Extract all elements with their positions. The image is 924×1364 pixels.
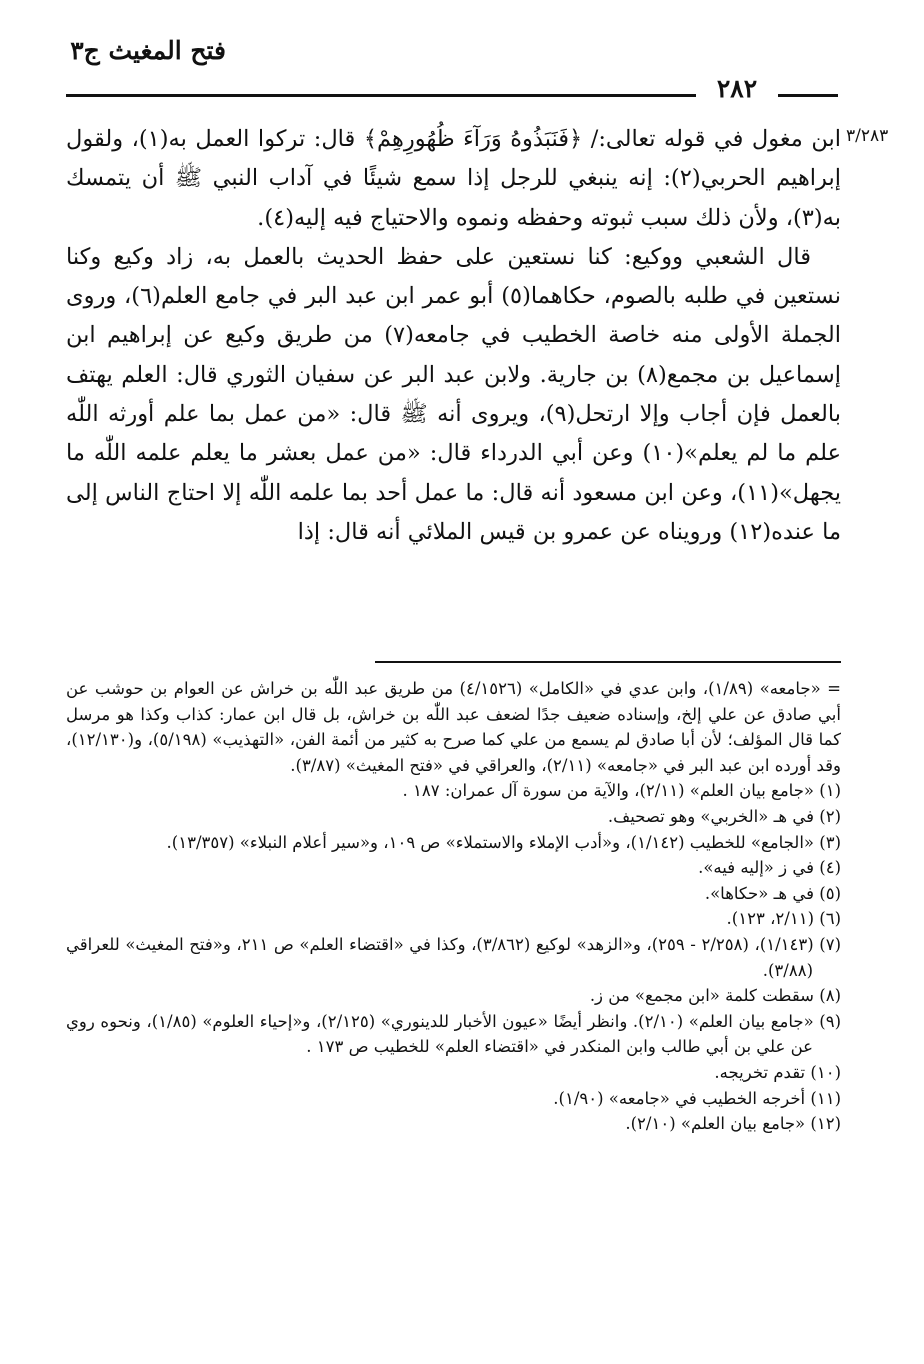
- footnote-continuation: = «جامعه» (١/٨٩)، وابن عدي في «الكامل» (٤/١٥٢٦) من طريق عبد اللّٰه بن خراش عن العوام بن حوشب عن أبي صادق عن علي إلخ، وإسناده ضعيف جدًا لضعف عبد اللّٰه بن خراش، بل قال ابن عمار: كذاب وكذا هو مرسل كما قال المؤلف؛ لأن أبا صادق لم يسمع من علي كما صرح به كثير من أئمة الفن، «التهذيب» (٥/١٩٨)، و(١٢/١٣٠)، وقد أورده ابن عبد البر في «جامعه» (٢/١١)، والعراقي في «فتح المغيث» (٣/٨٧).: [66, 679, 842, 775]
- footnote-item: (٤) في ز «إليه فيه».: [698, 858, 841, 878]
- footnote-item: (٦) (٢/١١، ١٢٣).: [726, 909, 841, 929]
- footnote-item: (٢) في هـ «الخربي» وهو تصحيف.: [607, 806, 841, 826]
- header-rule-right: [778, 94, 838, 97]
- footnote-item: (٥) في هـ «حكاها».: [704, 883, 841, 903]
- footnotes: [66, 676, 841, 1137]
- running-title: فتح المغيث ج٣: [70, 36, 226, 65]
- footnote-item: (١٢) «جامع بيان العلم» (٢/١٠).: [625, 1114, 841, 1134]
- page-number: ٢٨٢: [716, 74, 758, 103]
- footnote-item: (٩) «جامع بيان العلم» (٢/١٠). وانظر أيضًا «عيون الأخبار للدينوري» (٢/١٢٥)، و«إحياء العلوم» (١/٨٥)، ونحوه روي عن علي بن أبي طالب وابن المنكدر في «اقتضاء العلم» للخطيب ص ١٧٣ .: [66, 1011, 842, 1057]
- paragraph: ابن مغول في قوله تعالى:/ ﴿فَنَبَذُوهُ وَرَآءَ ظُهُورِهِمْ﴾ قال: تركوا العمل به(١)، ولقول إبراهيم الحربي(٢): إنه ينبغي للرجل إذا سمع شيئًا في آداب النبي ﷺ أن يتمسك به(٣)، ولأن ذلك سبب ثبوته وحفظه ونموه والاحتياج فيه إليه(٤).: [66, 126, 841, 231]
- footnote-item: (٨) سقطت كلمة «ابن مجمع» من ز.: [589, 986, 841, 1006]
- footnote-item: (١٠) تقدم تخريجه.: [714, 1062, 841, 1082]
- footnote-item: (١١) أخرجه الخطيب في «جامعه» (١/٩٠).: [553, 1088, 841, 1108]
- footnote-item: (٧) (١/١٤٣)، (٢/٢٥٨ - ٢٥٩)، و«الزهد» لوكيع (٣/٨٦٢)، وكذا في «اقتضاء العلم» ص ٢١١، و«فتح المغيث» للعراقي (٣/٨٨).: [66, 934, 841, 980]
- paragraph: قال الشعبي ووكيع: كنا نستعين على حفظ الحديث بالعمل به، زاد وكيع وكنا نستعين في طلبه بالصوم، حكاهما(٥) أبو عمر ابن عبد البر في جامع العلم(٦)، وروى الجملة الأولى منه خاصة الخطيب في جامعه(٧) من طريق وكيع عن إبراهيم ابن إسماعيل بن مجمع(٨) بن جارية. ولابن عبد البر عن سفيان الثوري قال: العلم يهتف بالعمل فإن أجاب وإلا ارتحل(٩)، ويروى أنه ﷺ قال: «من عمل بما علم أورثه اللّٰه علم ما لم يعلم»(١٠) وعن أبي الدرداء قال: «من عمل بعشر ما يعلم علمه اللّٰه ما يجهل»(١١)، وعن ابن مسعود أنه قال: ما عمل أحد بما علمه اللّٰه إلا احتاج الناس إلى ما عنده(١٢) ورويناه عن عمرو بن قيس الملائي أنه قال: إذا: [66, 243, 841, 545]
- header-rule: [66, 94, 696, 97]
- footnote-item: (١) «جامع بيان العلم» (٢/١١)، والآية من سورة آل عمران: ١٨٧ .: [402, 781, 841, 801]
- footnote-item: (٣) «الجامع» للخطيب (١/١٤٢)، و«أدب الإملاء والاستملاء» ص ١٠٩، و«سير أعلام النبلاء» (١٣/٣٥٧).: [166, 832, 841, 852]
- footnote-rule: [375, 661, 841, 663]
- main-text: [66, 120, 841, 552]
- margin-page-reference: ٣/٢٨٣: [846, 126, 889, 146]
